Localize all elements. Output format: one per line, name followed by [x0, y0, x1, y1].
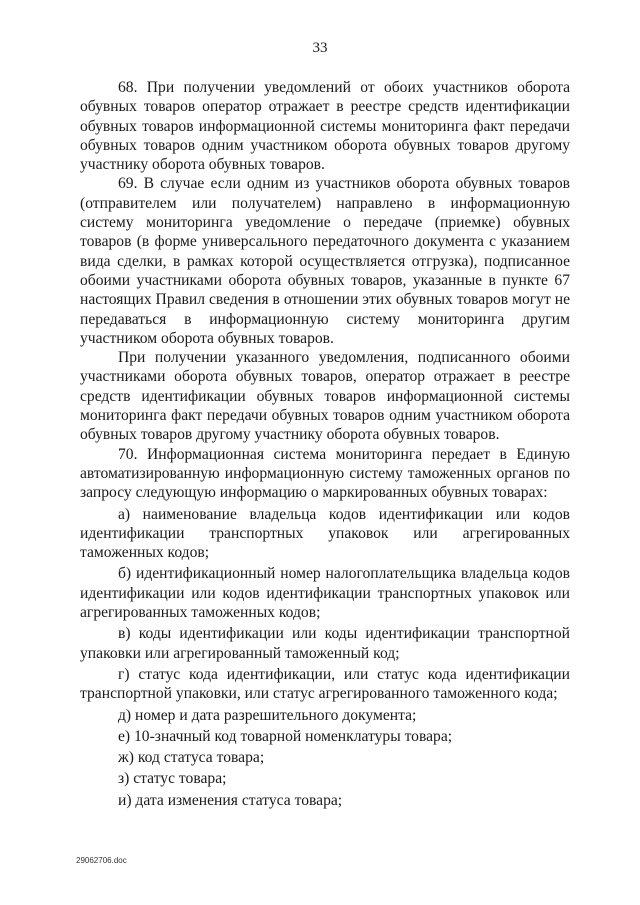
list-item-v: в) коды идентификации или коды идентификации транспортной упаковки или агрегированный таможенный код;: [80, 625, 570, 662]
document-code: 29062706.doc: [76, 856, 127, 865]
list-item-d: д) номер и дата разрешительного документа;: [118, 706, 417, 724]
list-item-b: б) идентификационный номер налогоплательщика владельца кодов идентификации или кодов идентификации транспортных упаковок или агрегированных таможенных кодов;: [80, 565, 570, 622]
list-item-g: г) статус кода идентификации, или статус кода идентификации транспортной упаковки, или статус агрегированного таможенного кода;: [80, 665, 570, 703]
list-item-a: а) наименование владельца кодов идентификации или кодов идентификации транспортных упаковок или агрегированных таможенных кодов;: [80, 505, 570, 562]
list-item-zh: ж) код статуса товара;: [118, 749, 265, 767]
list-item-e: е) 10-значный код товарной номенклатуры товара;: [118, 727, 453, 745]
document-body: [80, 78, 570, 810]
list-item-z: з) статус товара;: [118, 770, 227, 788]
list-item-i: и) дата изменения статуса товара;: [118, 791, 343, 809]
paragraph-69-continuation: При получении указанного уведомления, подписанного обоими участниками оборота обувных товаров, оператор отражает в реестре средств идентификации обувных товаров информационной системы мониторинга факт передачи обувных товаров одним участником оборота обувных товаров другому участнику оборота обувных товаров.: [80, 349, 570, 444]
paragraph-70: 70. Информационная система мониторинга передает в Единую автоматизированную информационную систему таможенных органов по запросу следующую информацию о маркированных обувных товарах:: [80, 445, 570, 502]
paragraph-68: 68. При получении уведомлений от обоих участников оборота обувных товаров оператор отражает в реестре средств идентификации обувных товаров информационной системы мониторинга факт передачи обувных товаров одним участником оборота обувных товаров другому участнику оборота обувных товаров.: [80, 79, 570, 174]
paragraph-69: 69. В случае если одним из участников оборота обувных товаров (отправителем или получателем) направлено в информационную систему мониторинга уведомление о передаче (приемке) обувных товаров (в форме универсального передаточного документа с указанием вида сделки, в рамках которой осуществляется отгрузка), подписанное обоими участниками оборота обувных товаров, указанные в пункте 67 настоящих Правил сведения в отношении этих обувных товаров могут не передаваться в информационную систему мониторинга другим участником оборота обувных товаров.: [80, 175, 570, 347]
page-number: 33: [312, 40, 328, 56]
